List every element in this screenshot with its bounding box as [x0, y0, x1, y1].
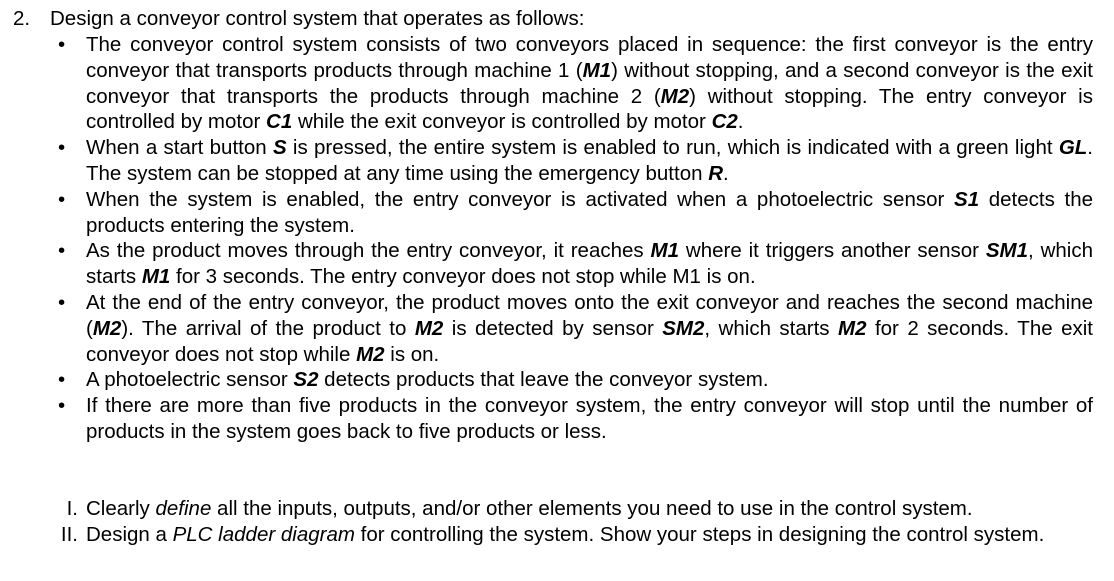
text-segment: , which starts	[86, 239, 1093, 289]
requirements-list	[0, 32, 1114, 445]
emphasis-term: M1	[141, 265, 171, 289]
task-item	[0, 496, 1114, 522]
text-segment: At the end of the entry conveyor, the product moves onto the exit conveyor and reaches the second machine (	[86, 290, 1093, 340]
text-segment: . The system can be stopped at any time using the emergency button	[86, 136, 1093, 185]
text-segment: detects products that leave the conveyor system.	[318, 368, 769, 392]
text-segment: The conveyor control system consists of two conveyors placed in sequence: the first conveyor is the entry conveyor that transports products through machine 1 (	[86, 33, 1093, 82]
text-segment: is pressed, the entire system is enabled to run, which is indicated with a green light	[286, 136, 1059, 160]
emphasis-term: R	[708, 161, 723, 185]
text-segment: When the system is enabled, the entry conveyor is activated when a photoelectric sensor	[86, 187, 955, 211]
text-segment: for 2 seconds. The exit conveyor does not stop while	[86, 316, 1093, 366]
requirement-item	[0, 238, 1114, 290]
emphasis-term: C2	[711, 110, 738, 134]
requirement-text	[86, 135, 1093, 187]
requirement-text	[86, 187, 1093, 239]
question-heading	[13, 6, 1103, 32]
requirement-text	[86, 32, 1093, 135]
task-numeral: II.	[60, 522, 78, 546]
requirement-item	[0, 32, 1114, 135]
text-segment: ) without stopping. The entry conveyor is controlled by motor	[86, 84, 1093, 134]
task-list	[0, 496, 1114, 548]
text-segment: .	[723, 161, 729, 185]
requirement-item	[0, 367, 1114, 393]
requirement-text	[86, 238, 1093, 290]
requirement-text	[86, 367, 1093, 393]
emphasis-term: PLC ladder diagram	[172, 522, 355, 546]
requirement-text	[86, 393, 1093, 445]
emphasis-term: define	[155, 497, 212, 520]
bullet-icon: •	[58, 33, 66, 56]
question-title: Design a conveyor control system that operates as follows:	[50, 7, 585, 30]
emphasis-term: GL	[1058, 136, 1088, 160]
text-segment: ) without stopping, and a second conveyor is the exit conveyor that transports the products through machine 2 (	[86, 58, 1094, 108]
bullet-icon: •	[58, 368, 66, 392]
text-segment: is on.	[384, 342, 440, 366]
bullet-icon: •	[58, 394, 66, 418]
bullet-icon: •	[58, 290, 66, 314]
emphasis-term: M2	[414, 316, 444, 340]
text-segment: Design a	[86, 522, 173, 546]
text-segment: where it triggers another sensor	[679, 239, 986, 263]
emphasis-term: M2	[92, 316, 122, 340]
text-segment: ). The arrival of the product to	[121, 316, 415, 340]
requirement-item	[0, 290, 1114, 367]
text-segment: .	[737, 110, 744, 134]
emphasis-term: S2	[293, 368, 319, 392]
text-segment: As the product moves through the entry conveyor, it reaches	[86, 239, 651, 263]
requirement-text	[86, 290, 1093, 367]
emphasis-term: SM2	[662, 316, 705, 340]
emphasis-term: M2	[356, 342, 385, 366]
text-segment: is detected by sensor	[443, 316, 663, 340]
emphasis-term: M2	[838, 316, 867, 340]
text-segment: for 3 seconds. The entry conveyor does not stop while M1 is on.	[170, 265, 756, 289]
text-segment: for controlling the system. Show your steps in designing the control system.	[354, 522, 1045, 546]
text-segment: while the exit conveyor is controlled by motor	[292, 110, 712, 134]
emphasis-term: M2	[660, 84, 690, 108]
task-text	[86, 523, 1044, 546]
requirement-item	[0, 393, 1114, 445]
task-text	[86, 497, 973, 520]
text-segment: When a start button	[86, 136, 273, 160]
task-numeral: I.	[66, 497, 78, 520]
emphasis-term: S1	[954, 187, 980, 211]
text-segment: all the inputs, outputs, and/or other elements you need to use in the control system.	[211, 497, 973, 520]
text-segment: , which starts	[704, 316, 838, 340]
text-segment: Clearly	[86, 497, 156, 520]
task-item	[0, 522, 1114, 548]
text-segment: A photoelectric sensor	[86, 368, 294, 392]
emphasis-term: M1	[650, 239, 680, 263]
bullet-icon: •	[58, 187, 66, 211]
bullet-icon: •	[58, 136, 66, 160]
emphasis-term: C1	[266, 110, 293, 134]
requirement-item	[0, 187, 1114, 239]
text-segment: detects the products entering the system.	[86, 187, 1094, 237]
bullet-icon: •	[58, 239, 66, 263]
requirement-item	[0, 135, 1114, 187]
text-segment: If there are more than five products in the conveyor system, the entry conveyor will stop until the number of products in the system goes back to five products or less.	[86, 394, 1093, 443]
emphasis-term: S	[272, 136, 287, 160]
question-number: 2.	[13, 7, 31, 30]
emphasis-term: SM1	[985, 239, 1028, 263]
emphasis-term: M1	[582, 58, 612, 82]
